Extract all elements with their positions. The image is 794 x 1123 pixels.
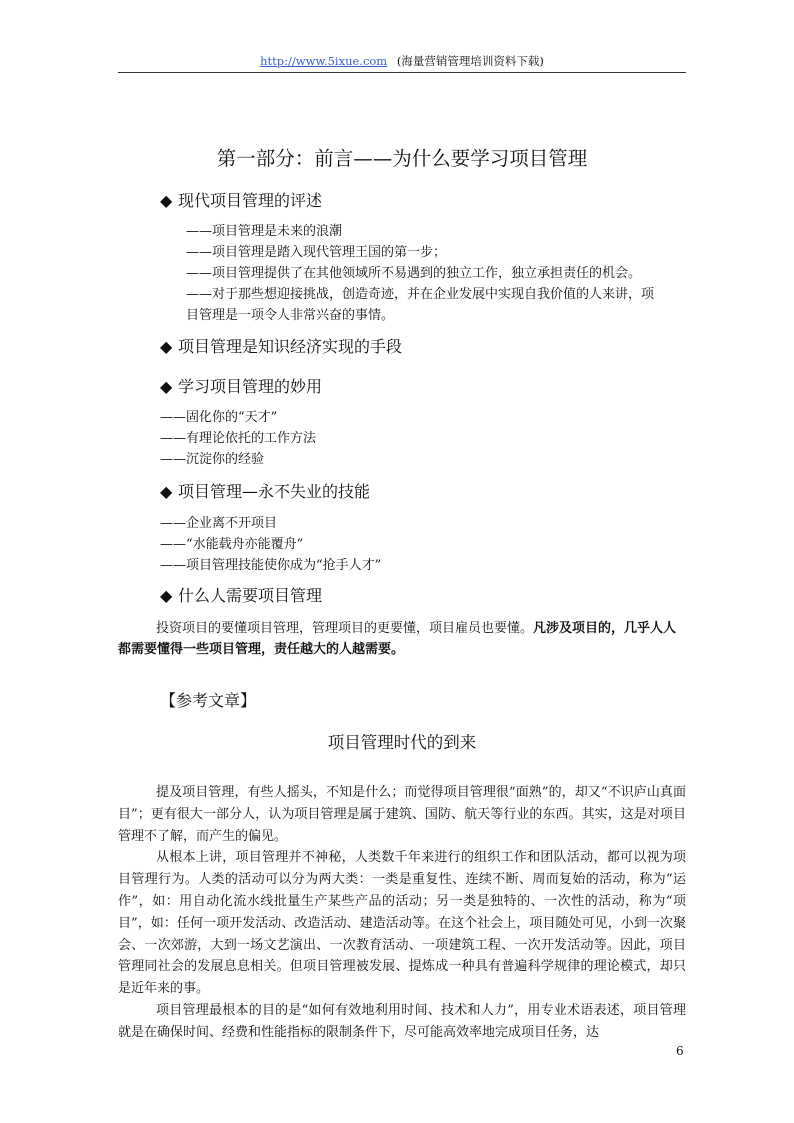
article-body <box>118 782 686 1044</box>
list-item: ——对于那些想迎接挑战，创造奇迹，并在企业发展中实现自我价值的人来讲，项 <box>186 287 655 302</box>
list-item: 目管理是一项令人非常兴奋的事情。 <box>186 308 395 323</box>
article-paragraph: 项目管理最根本的目的是“如何有效地利用时间、技术和人力”，用专业术语表述，项目管理就是在确保时间、经费和性能指标的限制条件下，尽可能高效率地完成项目任务，达 <box>118 1002 686 1040</box>
section-heading-text: 现代项目管理的评述 <box>178 191 323 210</box>
diamond-bullet-icon: ◆ <box>160 337 173 356</box>
section-paragraph <box>118 618 686 660</box>
section-heading-5 <box>160 585 322 607</box>
list-item: ——项目管理是踏入现代管理王国的第一步； <box>186 245 447 260</box>
list-item: ——项目管理是未来的浪潮 <box>186 224 343 239</box>
page-number: 6 <box>676 1044 684 1058</box>
page-title: 第一部分：前言——为什么要学习项目管理 <box>216 147 588 170</box>
diamond-bullet-icon: ◆ <box>160 377 173 396</box>
header-divider <box>118 72 686 73</box>
list-item: ——“水能载舟亦能覆舟” <box>160 537 304 552</box>
article-title: 项目管理时代的到来 <box>327 733 477 752</box>
section-heading-2 <box>160 336 402 358</box>
list-item: ——项目管理提供了在其他领域所不易遇到的独立工作，独立承担责任的机会。 <box>186 266 642 281</box>
section-heading-text: 学习项目管理的妙用 <box>178 377 323 396</box>
header-url-link[interactable]: http://www.5ixue.com <box>260 54 388 68</box>
section-heading-text: 项目管理是知识经济实现的手段 <box>178 337 403 356</box>
section-heading-4 <box>160 481 370 503</box>
diamond-bullet-icon: ◆ <box>160 191 173 210</box>
article-paragraph: 提及项目管理，有些人摇头，不知是什么；而觉得项目管理很“面熟”的，却又“不识庐山真面目”；更有很大一部分人，认为项目管理是属于建筑、国防、航天等行业的东西。其实，这是对项目管理不了解，而产生的偏见。 <box>118 785 686 844</box>
diamond-bullet-icon: ◆ <box>160 586 173 605</box>
paragraph-bold-text: 凡涉及项目的，几乎人人都需要懂得一些项目管理，责任越大的人越需要。 <box>118 621 677 657</box>
section-heading-text: 什么人需要项目管理 <box>178 586 323 605</box>
page-header <box>118 54 686 68</box>
article-paragraph: 从根本上讲，项目管理并不神秘，人类数千年来进行的组织工作和团队活动，都可以视为项目管理行为。人类的活动可以分为两大类：一类是重复性、连续不断、周而复始的活动，称为“运作”，如：用自动化流水线批量生产某些产品的活动；另一类是独特的、一次性的活动，称为“项目”，如：任何一项开发活动、改造活动、建造活动等。在这个社会上，项目随处可见，小到一次聚会、一次郊游，大到一场文艺演出、一次教育活动、一项建筑工程、一次开发活动等。因此，项目管理同社会的发展息息相关。但项目管理被发展、提炼成一种具有普遍科学规律的理论模式，却只是近年来的事。 <box>118 850 686 997</box>
section-heading-text: 项目管理—永不失业的技能 <box>178 482 371 501</box>
reference-label: 【参考文章】 <box>160 691 257 710</box>
paragraph-text: 投资项目的要懂项目管理，管理项目的更要懂，项目雇员也要懂。 <box>156 621 534 636</box>
header-note: (海量营销管理培训资料下载) <box>396 54 544 68</box>
diamond-bullet-icon: ◆ <box>160 482 173 501</box>
list-item: ——企业离不开项目 <box>160 516 278 531</box>
list-item: ——沉淀你的经验 <box>160 452 265 467</box>
section-heading-3 <box>160 376 322 398</box>
list-item: ——项目管理技能使你成为“抢手人才” <box>160 558 382 573</box>
list-item: ——固化你的“天才” <box>160 410 278 425</box>
section-heading-1 <box>160 190 322 212</box>
list-item: ——有理论依托的工作方法 <box>160 431 317 446</box>
